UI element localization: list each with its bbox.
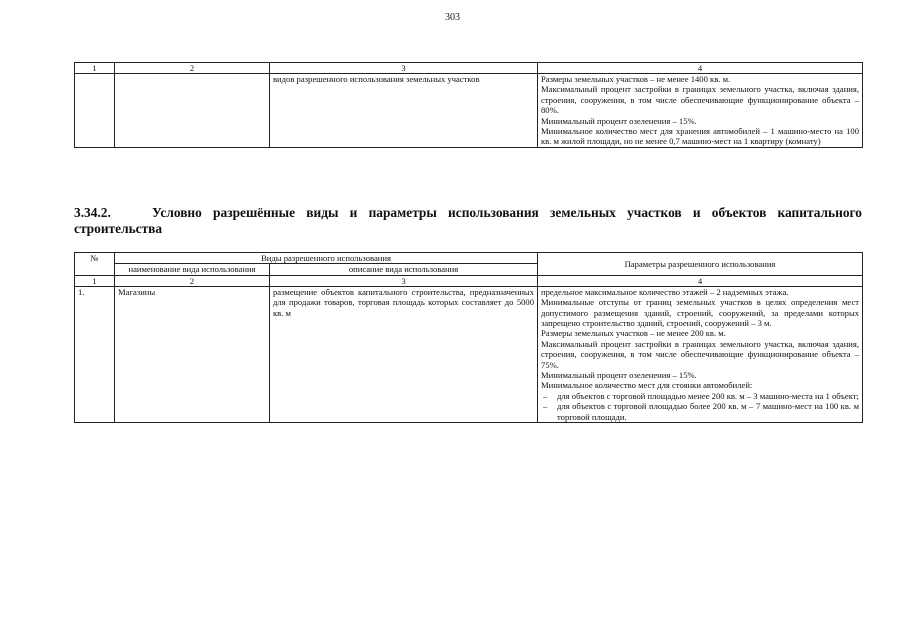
description-header: описание вида использования bbox=[270, 264, 538, 275]
list-item bbox=[541, 401, 859, 422]
table-row bbox=[75, 74, 863, 148]
table-row bbox=[75, 286, 863, 422]
parameter-line: Максимальный процент застройки в границах земельного участка, включая здания, строения, сооружения, в том числе обеспечивающие функционирование объекта – 80%. bbox=[541, 84, 859, 116]
column-number: 2 bbox=[115, 63, 270, 74]
column-number: 4 bbox=[538, 63, 863, 74]
parameters-header: Параметры разрешенного использования bbox=[538, 253, 863, 276]
column-number: 1 bbox=[75, 63, 115, 74]
dash-marker: – bbox=[543, 390, 548, 401]
parameter-line: Минимальный процент озеленения – 15%. bbox=[541, 370, 697, 381]
types-header: Виды разрешенного использования bbox=[115, 253, 538, 264]
section-heading bbox=[74, 205, 862, 237]
column-number: 3 bbox=[270, 63, 538, 74]
row-number-cell bbox=[75, 74, 115, 148]
list-item bbox=[541, 391, 859, 401]
name-header: наименование вида использования bbox=[115, 264, 270, 275]
use-description-cell: размещение объектов капитального строительства, предназначенных для продажи товаров, торговая площадь которых составляет до 5000 кв. м bbox=[270, 286, 538, 422]
row-number-cell: 1. bbox=[75, 286, 115, 422]
parameter-line: Размеры земельных участков – не менее 1400 кв. м. bbox=[541, 74, 731, 84]
header-row bbox=[75, 253, 863, 264]
parameter-line: Минимальные отступы от границ земельных участков в целях определения мест допустимого размещения зданий, строений, сооружений, за пределами которых запрещено строительство зданий, строений, сооружений – 3 м. bbox=[541, 297, 860, 329]
column-number: 3 bbox=[270, 275, 538, 286]
conditional-uses-table bbox=[74, 252, 863, 423]
number-header: № bbox=[75, 253, 115, 276]
column-number: 4 bbox=[538, 275, 863, 286]
section-number: 3.34.2. bbox=[74, 205, 111, 220]
use-name-cell: Магазины bbox=[115, 286, 270, 422]
column-number-row bbox=[75, 63, 863, 74]
parameter-line: Минимальное количество мест для стоянки автомобилей: bbox=[541, 380, 753, 391]
section-title: Условно разрешённые виды и параметры использования земельных участков и объектов капитального строительства bbox=[74, 205, 862, 236]
parameter-line: Минимальный процент озеленения – 15%. bbox=[541, 115, 697, 126]
list-item-text: для объектов с торговой площадью более 200 кв. м – 7 машино-мест на 100 кв. м торговой площади. bbox=[557, 401, 860, 422]
use-description-cell: видов разрешенного использования земельных участков bbox=[270, 74, 538, 148]
use-name-cell bbox=[115, 74, 270, 148]
parameters-cell bbox=[538, 74, 863, 148]
page-number: 303 bbox=[445, 12, 460, 23]
parameter-line: предельное максимальное количество этажей – 2 надземных этажа. bbox=[541, 286, 789, 297]
parking-list bbox=[541, 391, 859, 422]
column-number-row bbox=[75, 275, 863, 286]
parameter-line: Максимальный процент застройки в границах земельного участка, включая здания, строения, сооружения, в том числе обеспечивающие функционирование объекта – 75%. bbox=[541, 338, 860, 370]
parameter-line: Минимальное количество мест для хранения автомобилей – 1 машино-место на 100 кв. м жилой площади, но не менее 0,7 машино-мест на 1 квартиру (комнату) bbox=[541, 126, 859, 147]
list-item-text: для объектов с торговой площадью менее 200 кв. м – 3 машино-места на 1 объект; bbox=[557, 390, 859, 401]
parameter-line: Размеры земельных участков – не менее 200 кв. м. bbox=[541, 328, 726, 339]
parameters-cell bbox=[538, 286, 863, 422]
continuation-table bbox=[74, 62, 863, 148]
column-number: 2 bbox=[115, 275, 270, 286]
dash-marker: – bbox=[543, 401, 548, 412]
column-number: 1 bbox=[75, 275, 115, 286]
